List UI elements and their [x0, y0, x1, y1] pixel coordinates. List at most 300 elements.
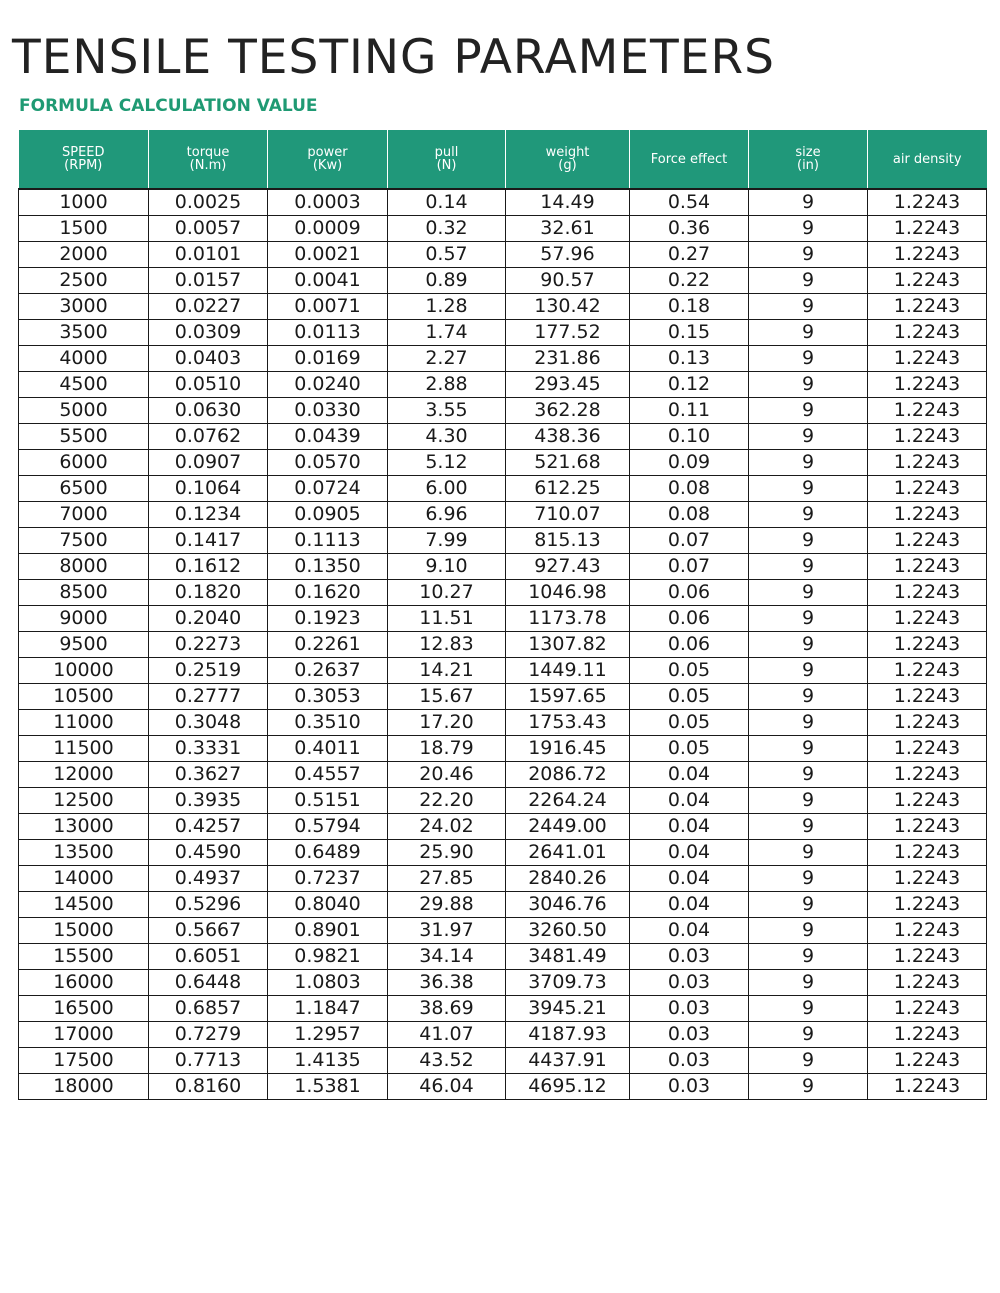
torque-cell: 0.0510 — [149, 372, 268, 398]
weight-cell: 90.57 — [506, 268, 630, 294]
torque-cell: 0.6448 — [149, 970, 268, 996]
power-cell: 0.0169 — [268, 346, 388, 372]
power-cell: 0.1350 — [268, 554, 388, 580]
power-cell: 0.9821 — [268, 944, 388, 970]
air-density-cell: 1.2243 — [868, 736, 987, 762]
table-row — [19, 658, 987, 684]
size-cell: 9 — [749, 268, 868, 294]
force-effect-cell: 0.06 — [630, 580, 749, 606]
torque-cell: 0.5667 — [149, 918, 268, 944]
torque-cell: 0.5296 — [149, 892, 268, 918]
torque-cell: 0.0101 — [149, 242, 268, 268]
torque-cell: 0.7713 — [149, 1048, 268, 1074]
column-header-speed — [19, 130, 149, 189]
power-cell: 0.0021 — [268, 242, 388, 268]
column-header-power — [268, 130, 388, 189]
pull-cell: 46.04 — [388, 1074, 506, 1100]
size-cell: 9 — [749, 1022, 868, 1048]
size-cell: 9 — [749, 216, 868, 242]
torque-cell: 0.0907 — [149, 450, 268, 476]
air-density-cell: 1.2243 — [868, 684, 987, 710]
pull-cell: 6.96 — [388, 502, 506, 528]
weight-cell: 1046.98 — [506, 580, 630, 606]
air-density-cell: 1.2243 — [868, 918, 987, 944]
pull-cell: 0.14 — [388, 189, 506, 216]
weight-cell: 1449.11 — [506, 658, 630, 684]
force-effect-cell: 0.03 — [630, 970, 749, 996]
power-cell: 1.1847 — [268, 996, 388, 1022]
weight-cell: 815.13 — [506, 528, 630, 554]
torque-cell: 0.0227 — [149, 294, 268, 320]
pull-cell: 7.99 — [388, 528, 506, 554]
force-effect-cell: 0.08 — [630, 476, 749, 502]
speed-cell: 15000 — [19, 918, 149, 944]
power-cell: 0.5151 — [268, 788, 388, 814]
force-effect-cell: 0.36 — [630, 216, 749, 242]
table-row — [19, 736, 987, 762]
force-effect-cell: 0.03 — [630, 996, 749, 1022]
table-row — [19, 710, 987, 736]
power-cell: 0.1113 — [268, 528, 388, 554]
weight-cell: 130.42 — [506, 294, 630, 320]
weight-cell: 3481.49 — [506, 944, 630, 970]
column-header-unit: (in) — [797, 158, 819, 173]
power-cell: 0.8901 — [268, 918, 388, 944]
speed-cell: 11000 — [19, 710, 149, 736]
pull-cell: 5.12 — [388, 450, 506, 476]
size-cell: 9 — [749, 996, 868, 1022]
table-row — [19, 554, 987, 580]
column-header-label: SPEED — [61, 145, 105, 160]
speed-cell: 7000 — [19, 502, 149, 528]
weight-cell: 1597.65 — [506, 684, 630, 710]
size-cell: 9 — [749, 189, 868, 216]
air-density-cell: 1.2243 — [868, 1022, 987, 1048]
pull-cell: 9.10 — [388, 554, 506, 580]
air-density-cell: 1.2243 — [868, 398, 987, 424]
force-effect-cell: 0.12 — [630, 372, 749, 398]
air-density-cell: 1.2243 — [868, 424, 987, 450]
column-header-unit: (Kw) — [312, 158, 343, 173]
speed-cell: 9500 — [19, 632, 149, 658]
power-cell: 0.0009 — [268, 216, 388, 242]
torque-cell: 0.2273 — [149, 632, 268, 658]
size-cell: 9 — [749, 892, 868, 918]
size-cell: 9 — [749, 944, 868, 970]
speed-cell: 2500 — [19, 268, 149, 294]
size-cell: 9 — [749, 840, 868, 866]
table-row — [19, 242, 987, 268]
weight-cell: 1916.45 — [506, 736, 630, 762]
power-cell: 0.0003 — [268, 189, 388, 216]
table-row — [19, 346, 987, 372]
force-effect-cell: 0.05 — [630, 710, 749, 736]
speed-cell: 10000 — [19, 658, 149, 684]
speed-cell: 17500 — [19, 1048, 149, 1074]
torque-cell: 0.7279 — [149, 1022, 268, 1048]
air-density-cell: 1.2243 — [868, 970, 987, 996]
power-cell: 0.1620 — [268, 580, 388, 606]
pull-cell: 29.88 — [388, 892, 506, 918]
force-effect-cell: 0.15 — [630, 320, 749, 346]
column-header-torque — [149, 130, 268, 189]
size-cell: 9 — [749, 606, 868, 632]
column-header-unit: (N) — [436, 158, 457, 173]
speed-cell: 14000 — [19, 866, 149, 892]
size-cell: 9 — [749, 398, 868, 424]
speed-cell: 13500 — [19, 840, 149, 866]
table-row — [19, 268, 987, 294]
column-header-air-density — [868, 130, 987, 189]
torque-cell: 0.2777 — [149, 684, 268, 710]
power-cell: 0.8040 — [268, 892, 388, 918]
pull-cell: 2.27 — [388, 346, 506, 372]
power-cell: 0.2261 — [268, 632, 388, 658]
size-cell: 9 — [749, 294, 868, 320]
speed-cell: 2000 — [19, 242, 149, 268]
force-effect-cell: 0.06 — [630, 606, 749, 632]
weight-cell: 1173.78 — [506, 606, 630, 632]
pull-cell: 36.38 — [388, 970, 506, 996]
force-effect-cell: 0.22 — [630, 268, 749, 294]
size-cell: 9 — [749, 762, 868, 788]
pull-cell: 24.02 — [388, 814, 506, 840]
air-density-cell: 1.2243 — [868, 866, 987, 892]
power-cell: 0.0724 — [268, 476, 388, 502]
power-cell: 0.6489 — [268, 840, 388, 866]
torque-cell: 0.8160 — [149, 1074, 268, 1100]
weight-cell: 3260.50 — [506, 918, 630, 944]
air-density-cell: 1.2243 — [868, 528, 987, 554]
table-row — [19, 996, 987, 1022]
table-row — [19, 372, 987, 398]
table-row — [19, 189, 987, 216]
torque-cell: 0.1612 — [149, 554, 268, 580]
power-cell: 0.5794 — [268, 814, 388, 840]
weight-cell: 1753.43 — [506, 710, 630, 736]
size-cell: 9 — [749, 476, 868, 502]
size-cell: 9 — [749, 684, 868, 710]
column-header-unit: (g) — [558, 158, 577, 173]
size-cell: 9 — [749, 658, 868, 684]
pull-cell: 11.51 — [388, 606, 506, 632]
table-row — [19, 970, 987, 996]
power-cell: 0.0113 — [268, 320, 388, 346]
torque-cell: 0.3048 — [149, 710, 268, 736]
size-cell: 9 — [749, 346, 868, 372]
weight-cell: 57.96 — [506, 242, 630, 268]
torque-cell: 0.4937 — [149, 866, 268, 892]
torque-cell: 0.1234 — [149, 502, 268, 528]
size-cell: 9 — [749, 632, 868, 658]
size-cell: 9 — [749, 502, 868, 528]
size-cell: 9 — [749, 320, 868, 346]
pull-cell: 38.69 — [388, 996, 506, 1022]
size-cell: 9 — [749, 710, 868, 736]
pull-cell: 22.20 — [388, 788, 506, 814]
weight-cell: 14.49 — [506, 189, 630, 216]
column-header-label: Force effect — [650, 151, 728, 167]
force-effect-cell: 0.04 — [630, 866, 749, 892]
power-cell: 0.0905 — [268, 502, 388, 528]
column-header-size — [749, 130, 868, 189]
torque-cell: 0.0403 — [149, 346, 268, 372]
table-row — [19, 814, 987, 840]
force-effect-cell: 0.03 — [630, 1022, 749, 1048]
force-effect-cell: 0.04 — [630, 814, 749, 840]
speed-cell: 5000 — [19, 398, 149, 424]
weight-cell: 2449.00 — [506, 814, 630, 840]
speed-cell: 14500 — [19, 892, 149, 918]
size-cell: 9 — [749, 1074, 868, 1100]
parameters-table — [18, 130, 987, 1100]
table-row — [19, 788, 987, 814]
weight-cell: 177.52 — [506, 320, 630, 346]
pull-cell: 31.97 — [388, 918, 506, 944]
air-density-cell: 1.2243 — [868, 762, 987, 788]
air-density-cell: 1.2243 — [868, 216, 987, 242]
air-density-cell: 1.2243 — [868, 294, 987, 320]
air-density-cell: 1.2243 — [868, 346, 987, 372]
torque-cell: 0.6857 — [149, 996, 268, 1022]
weight-cell: 521.68 — [506, 450, 630, 476]
speed-cell: 15500 — [19, 944, 149, 970]
weight-cell: 4437.91 — [506, 1048, 630, 1074]
power-cell: 0.0570 — [268, 450, 388, 476]
air-density-cell: 1.2243 — [868, 658, 987, 684]
pull-cell: 6.00 — [388, 476, 506, 502]
pull-cell: 4.30 — [388, 424, 506, 450]
column-header-pull — [388, 130, 506, 189]
weight-cell: 3709.73 — [506, 970, 630, 996]
air-density-cell: 1.2243 — [868, 944, 987, 970]
table-body — [19, 189, 987, 1100]
power-cell: 0.0071 — [268, 294, 388, 320]
pull-cell: 34.14 — [388, 944, 506, 970]
air-density-cell: 1.2243 — [868, 814, 987, 840]
speed-cell: 18000 — [19, 1074, 149, 1100]
column-header-unit: (N.m) — [189, 158, 227, 173]
speed-cell: 9000 — [19, 606, 149, 632]
weight-cell: 4695.12 — [506, 1074, 630, 1100]
torque-cell: 0.1064 — [149, 476, 268, 502]
pull-cell: 41.07 — [388, 1022, 506, 1048]
force-effect-cell: 0.54 — [630, 189, 749, 216]
air-density-cell: 1.2243 — [868, 606, 987, 632]
force-effect-cell: 0.10 — [630, 424, 749, 450]
air-density-cell: 1.2243 — [868, 372, 987, 398]
pull-cell: 17.20 — [388, 710, 506, 736]
weight-cell: 32.61 — [506, 216, 630, 242]
torque-cell: 0.2040 — [149, 606, 268, 632]
speed-cell: 16500 — [19, 996, 149, 1022]
force-effect-cell: 0.09 — [630, 450, 749, 476]
table-row — [19, 606, 987, 632]
power-cell: 0.2637 — [268, 658, 388, 684]
force-effect-cell: 0.06 — [630, 632, 749, 658]
power-cell: 0.4557 — [268, 762, 388, 788]
table-row — [19, 918, 987, 944]
speed-cell: 12500 — [19, 788, 149, 814]
speed-cell: 7500 — [19, 528, 149, 554]
torque-cell: 0.1820 — [149, 580, 268, 606]
size-cell: 9 — [749, 970, 868, 996]
size-cell: 9 — [749, 424, 868, 450]
power-cell: 0.3510 — [268, 710, 388, 736]
size-cell: 9 — [749, 372, 868, 398]
size-cell: 9 — [749, 580, 868, 606]
power-cell: 0.4011 — [268, 736, 388, 762]
speed-cell: 11500 — [19, 736, 149, 762]
force-effect-cell: 0.05 — [630, 684, 749, 710]
table-row — [19, 1048, 987, 1074]
column-header-label: weight — [545, 145, 590, 160]
torque-cell: 0.2519 — [149, 658, 268, 684]
table-row — [19, 320, 987, 346]
air-density-cell: 1.2243 — [868, 189, 987, 216]
force-effect-cell: 0.03 — [630, 1074, 749, 1100]
force-effect-cell: 0.03 — [630, 1048, 749, 1074]
weight-cell: 231.86 — [506, 346, 630, 372]
force-effect-cell: 0.11 — [630, 398, 749, 424]
table-row — [19, 528, 987, 554]
table-header-row — [19, 130, 987, 189]
page-subtitle: FORMULA CALCULATION VALUE — [19, 96, 318, 116]
size-cell: 9 — [749, 866, 868, 892]
torque-cell: 0.3627 — [149, 762, 268, 788]
torque-cell: 0.3935 — [149, 788, 268, 814]
force-effect-cell: 0.03 — [630, 944, 749, 970]
power-cell: 0.0330 — [268, 398, 388, 424]
weight-cell: 3046.76 — [506, 892, 630, 918]
weight-cell: 1307.82 — [506, 632, 630, 658]
air-density-cell: 1.2243 — [868, 710, 987, 736]
torque-cell: 0.0630 — [149, 398, 268, 424]
table-row — [19, 398, 987, 424]
speed-cell: 17000 — [19, 1022, 149, 1048]
size-cell: 9 — [749, 918, 868, 944]
torque-cell: 0.0057 — [149, 216, 268, 242]
weight-cell: 2086.72 — [506, 762, 630, 788]
force-effect-cell: 0.04 — [630, 840, 749, 866]
pull-cell: 0.57 — [388, 242, 506, 268]
weight-cell: 2264.24 — [506, 788, 630, 814]
pull-cell: 18.79 — [388, 736, 506, 762]
speed-cell: 1000 — [19, 189, 149, 216]
torque-cell: 0.3331 — [149, 736, 268, 762]
table-row — [19, 632, 987, 658]
speed-cell: 4000 — [19, 346, 149, 372]
pull-cell: 14.21 — [388, 658, 506, 684]
speed-cell: 13000 — [19, 814, 149, 840]
pull-cell: 20.46 — [388, 762, 506, 788]
force-effect-cell: 0.18 — [630, 294, 749, 320]
weight-cell: 710.07 — [506, 502, 630, 528]
torque-cell: 0.0157 — [149, 268, 268, 294]
air-density-cell: 1.2243 — [868, 450, 987, 476]
pull-cell: 43.52 — [388, 1048, 506, 1074]
force-effect-cell: 0.04 — [630, 762, 749, 788]
weight-cell: 2840.26 — [506, 866, 630, 892]
table-row — [19, 1074, 987, 1100]
page-title: TENSILE TESTING PARAMETERS — [12, 30, 775, 85]
force-effect-cell: 0.05 — [630, 658, 749, 684]
weight-cell: 2641.01 — [506, 840, 630, 866]
air-density-cell: 1.2243 — [868, 502, 987, 528]
table-row — [19, 840, 987, 866]
air-density-cell: 1.2243 — [868, 554, 987, 580]
power-cell: 0.3053 — [268, 684, 388, 710]
speed-cell: 3500 — [19, 320, 149, 346]
torque-cell: 0.4257 — [149, 814, 268, 840]
speed-cell: 8000 — [19, 554, 149, 580]
force-effect-cell: 0.27 — [630, 242, 749, 268]
air-density-cell: 1.2243 — [868, 892, 987, 918]
torque-cell: 0.6051 — [149, 944, 268, 970]
column-header-force-effect — [630, 130, 749, 189]
pull-cell: 0.32 — [388, 216, 506, 242]
weight-cell: 362.28 — [506, 398, 630, 424]
power-cell: 0.7237 — [268, 866, 388, 892]
size-cell: 9 — [749, 1048, 868, 1074]
air-density-cell: 1.2243 — [868, 1048, 987, 1074]
weight-cell: 293.45 — [506, 372, 630, 398]
weight-cell: 4187.93 — [506, 1022, 630, 1048]
column-header-label: power — [307, 145, 348, 160]
table-row — [19, 502, 987, 528]
speed-cell: 16000 — [19, 970, 149, 996]
pull-cell: 15.67 — [388, 684, 506, 710]
power-cell: 0.0439 — [268, 424, 388, 450]
force-effect-cell: 0.04 — [630, 918, 749, 944]
force-effect-cell: 0.13 — [630, 346, 749, 372]
table-row — [19, 476, 987, 502]
table-row — [19, 944, 987, 970]
pull-cell: 0.89 — [388, 268, 506, 294]
force-effect-cell: 0.04 — [630, 892, 749, 918]
column-header-unit: (RPM) — [64, 158, 103, 173]
size-cell: 9 — [749, 528, 868, 554]
pull-cell: 2.88 — [388, 372, 506, 398]
pull-cell: 10.27 — [388, 580, 506, 606]
speed-cell: 6000 — [19, 450, 149, 476]
force-effect-cell: 0.07 — [630, 554, 749, 580]
size-cell: 9 — [749, 736, 868, 762]
speed-cell: 1500 — [19, 216, 149, 242]
air-density-cell: 1.2243 — [868, 320, 987, 346]
air-density-cell: 1.2243 — [868, 1074, 987, 1100]
column-header-weight — [506, 130, 630, 189]
table-row — [19, 866, 987, 892]
table-row — [19, 684, 987, 710]
speed-cell: 5500 — [19, 424, 149, 450]
torque-cell: 0.0025 — [149, 189, 268, 216]
power-cell: 1.5381 — [268, 1074, 388, 1100]
air-density-cell: 1.2243 — [868, 996, 987, 1022]
pull-cell: 1.74 — [388, 320, 506, 346]
torque-cell: 0.0309 — [149, 320, 268, 346]
force-effect-cell: 0.07 — [630, 528, 749, 554]
pull-cell: 12.83 — [388, 632, 506, 658]
power-cell: 1.0803 — [268, 970, 388, 996]
power-cell: 1.2957 — [268, 1022, 388, 1048]
torque-cell: 0.4590 — [149, 840, 268, 866]
speed-cell: 4500 — [19, 372, 149, 398]
weight-cell: 3945.21 — [506, 996, 630, 1022]
column-header-label: air density — [892, 151, 962, 167]
weight-cell: 612.25 — [506, 476, 630, 502]
air-density-cell: 1.2243 — [868, 242, 987, 268]
